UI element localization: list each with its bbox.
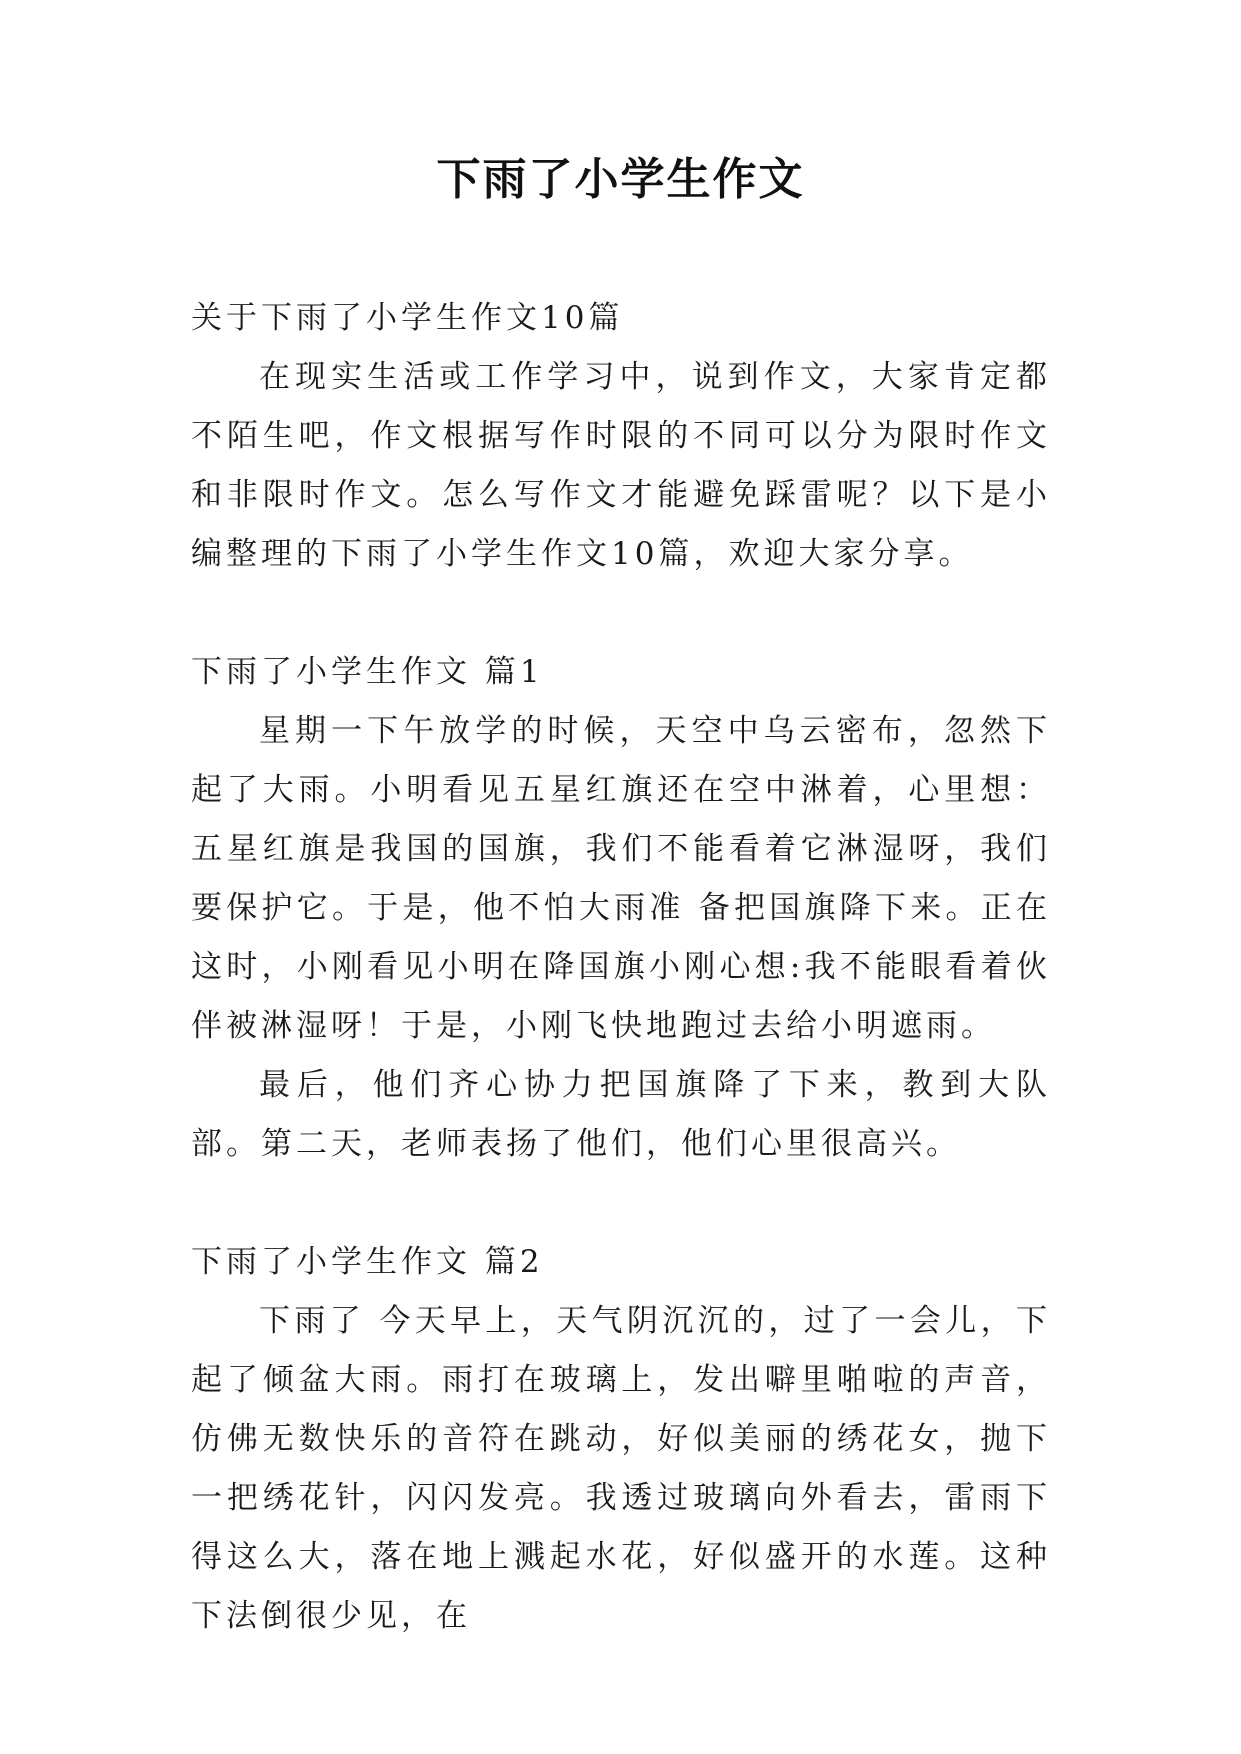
section-spacer [191, 584, 1051, 643]
section-1-paragraph-2: 最后，他们齐心协力把国旗降了下来，教到大队部。第二天，老师表扬了他们，他们心里很高兴。 [191, 1067, 1051, 1162]
section-spacer [191, 1174, 1051, 1233]
section-2-paragraph-1: 下雨了 今天早上，天气阴沉沉的，过了一会儿，下起了倾盆大雨。雨打在玻璃上，发出噼里啪啦的声音，仿佛无数快乐的音符在跳动，好似美丽的绣花女，抛下一把绣花针，闪闪发亮。我透过玻璃向外看去，雷雨下得这么大，落在地上溅起水花，好似盛开的水莲。这种下法倒很少见，在 [191, 1303, 1051, 1634]
intro-heading: 关于下雨了小学生作文10篇 [191, 300, 624, 336]
page-title: 下雨了小学生作文 [436, 154, 805, 205]
section-1-paragraph-1: 星期一下午放学的时候，天空中乌云密布，忽然下起了大雨。小明看见五星红旗还在空中淋着，心里想：五星红旗是我国的国旗，我们不能看着它淋湿呀，我们要保护它。于是，他不怕大雨准 备把国旗降下来。正在这时，小刚看见小明在降国旗小刚心想:我不能眼看着伙伴被淋湿呀！于是，小刚飞快地跑过去给小明遮雨。 [191, 713, 1051, 1044]
section-1-heading: 下雨了小学生作文 篇1 [191, 654, 544, 690]
section-2-heading: 下雨了小学生作文 篇2 [191, 1244, 544, 1280]
intro-paragraph: 在现实生活或工作学习中，说到作文，大家肯定都不陌生吧，作文根据写作时限的不同可以分为限时作文和非限时作文。怎么写作文才能避免踩雷呢？以下是小编整理的下雨了小学生作文10篇，欢迎大家分享。 [191, 359, 1051, 572]
document-body [191, 289, 1051, 1646]
